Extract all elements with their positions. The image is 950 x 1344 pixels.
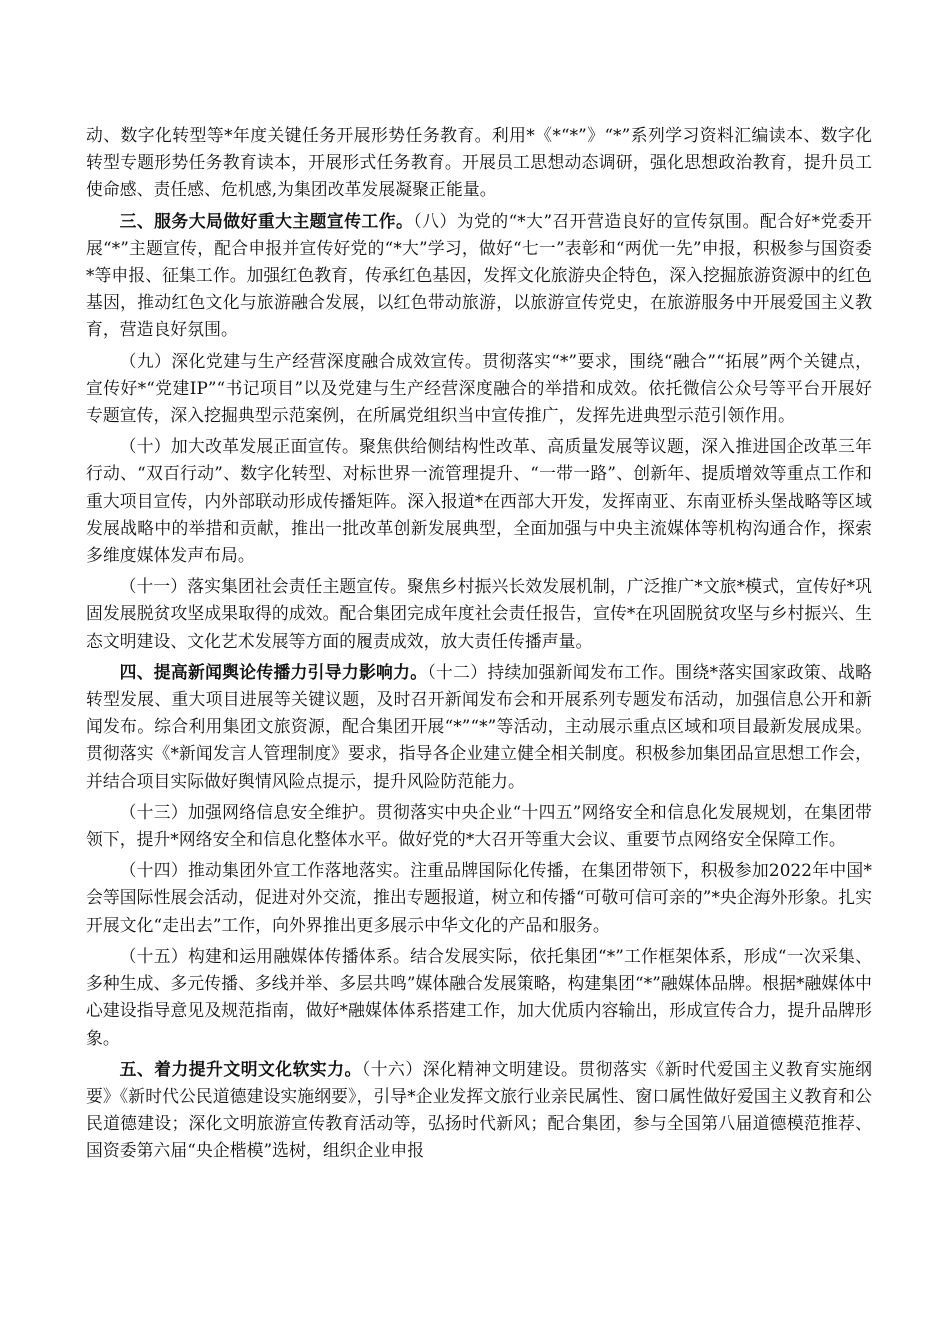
item-nine-paragraph [86, 348, 872, 430]
paragraph-text: （十二）持续加强新闻发布工作。围绕*落实国家政策、战略转型发展、重大项目进展等关键议题，及时召开新闻发布会和开展系列专题发布活动，加强信息公开和新闻发布。综合利用集团文旅资源，配合集团开展“*”“*”等活动，主动展示重点区域和项目最新发展成果。贯彻落实《*新闻发言人管理制度》要求，指导各企业建立健全相关制度。积极参加集团品宣思想工作会，并结合项目实际做好舆情风险点提示，提升风险防范能力。 [86, 661, 872, 791]
item-ten-paragraph [86, 433, 872, 569]
paragraph-text: （十六）深化精神文明建设。贯彻落实《新时代爱国主义教育实施纲要》《新时代公民道德建设实施纲要》，引导*企业发挥文旅行业亲民属性、窗口属性做好爱国主义教育和公民道德建设；深化文明旅游宣传教育活动等，弘扬时代新风；配合集团，参与全国第八届道德模范推荐、国资委第六届“央企楷模”选树，组织企业申报 [86, 1058, 873, 1161]
paragraph-text: （十五）构建和运用融媒体传播体系。结合发展实际，依托集团“*”工作框架体系，形成“一次采集、多种生成、多元传播、多线并举、多层共鸣”媒体融合发展策略，构建集团“*”融媒体品牌。根据*融媒体中心建设指导意见及规范指南，做好*融媒体体系搭建工作，加大优质内容输出，形成宣传合力，提升品牌形象。 [86, 945, 872, 1048]
item-fourteen-paragraph [86, 857, 872, 939]
paragraph-text: （十一）落实集团社会责任主题宣传。聚焦乡村振兴长效发展机制，广泛推广*文旅*模式，宣传好*巩固发展脱贫攻坚成果取得的成效。配合集团完成年度社会责任报告，宣传*在巩固脱贫攻坚与乡村振兴、生态文明建设、文化艺术发展等方面的履责成效，放大责任传播声量。 [86, 576, 872, 651]
paragraph-continuation [86, 122, 872, 204]
section-heading: 四、提高新闻舆论传播力引导力影响力。 [119, 661, 428, 682]
paragraph-text: （十）加大改革发展正面宣传。聚焦供给侧结构性改革、高质量发展等议题，深入推进国企改革三年行动、“双百行动”、数字化转型、对标世界一流管理提升、“一带一路”、创新年、提质增效等重点工作和重大项目宣传，内外部联动形成传播矩阵。深入报道*在西部大开发，发挥南亚、东南亚桥头堡战略等区域发展战略中的举措和贡献，推出一批改革创新发展典型，全面加强与中央主流媒体等机构沟通合作，探索多维度媒体发声布局。 [86, 436, 872, 566]
section-three-paragraph [86, 208, 872, 344]
paragraph-text: （十三）加强网络信息安全维护。贯彻落实中央企业“十四五”网络安全和信息化发展规划，在集团带领下，提升*网络安全和信息化整体水平。做好党的*大召开等重大会议、重要节点网络安全保障工作。 [86, 801, 872, 850]
paragraph-text: （八）为党的“*大”召开营造良好的宣传氛围。配合好*党委开展“*”主题宣传，配合申报并宣传好党的“*大”学习，做好“七一”表彰和“两优一先”申报，积极参与国资委*等申报、征集工作。加强红色教育，传承红色基因，发挥文化旅游央企特色，深入挖掘旅游资源中的红色基因，推动红色文化与旅游融合发展，以红色带动旅游，以旅游宣传党史，在旅游服务中开展爱国主义教育，营造良好氛围。 [86, 210, 873, 340]
section-heading: 五、着力提升文明文化软实力。 [119, 1058, 362, 1079]
section-heading: 三、服务大局做好重大主题宣传工作。 [119, 210, 414, 231]
item-eleven-paragraph [86, 573, 872, 655]
item-fifteen-paragraph [86, 943, 872, 1052]
paragraph-text: （九）深化党建与生产经营深度融合成效宣传。贯彻落实“*”要求，围绕“融合”“拓展”两个关键点，宣传好*“党建IP”“书记项目”以及党建与生产经营深度融合的举措和成效。依托微信公众号等平台开展好专题宣传，深入挖掘典型示范案例，在所属党组织当中宣传推广，发挥先进典型示范引领作用。 [86, 350, 872, 426]
paragraph-text: 动、数字化转型等*年度关键任务开展形势任务教育。利用*《*“*”》“*”系列学习资料汇编读本、数字化转型专题形势任务教育读本，开展形式任务教育。开展员工思想动态调研，强化思想政治教育，提升员工使命感、责任感、危机感,为集团改革发展凝聚正能量。 [86, 125, 872, 200]
section-four-paragraph [86, 659, 872, 795]
item-thirteen-paragraph [86, 799, 872, 853]
paragraph-text: （十四）推动集团外宣工作落地落实。注重品牌国际化传播，在集团带领下，积极参加2022年中国*会等国际性展会活动，促进对外交流，推出专题报道，树立和传播“可敬可信可亲的”*央企海外形象。扎实开展文化“走出去”工作，向外界推出更多展示中华文化的产品和服务。 [86, 860, 872, 935]
section-five-paragraph [86, 1056, 872, 1165]
